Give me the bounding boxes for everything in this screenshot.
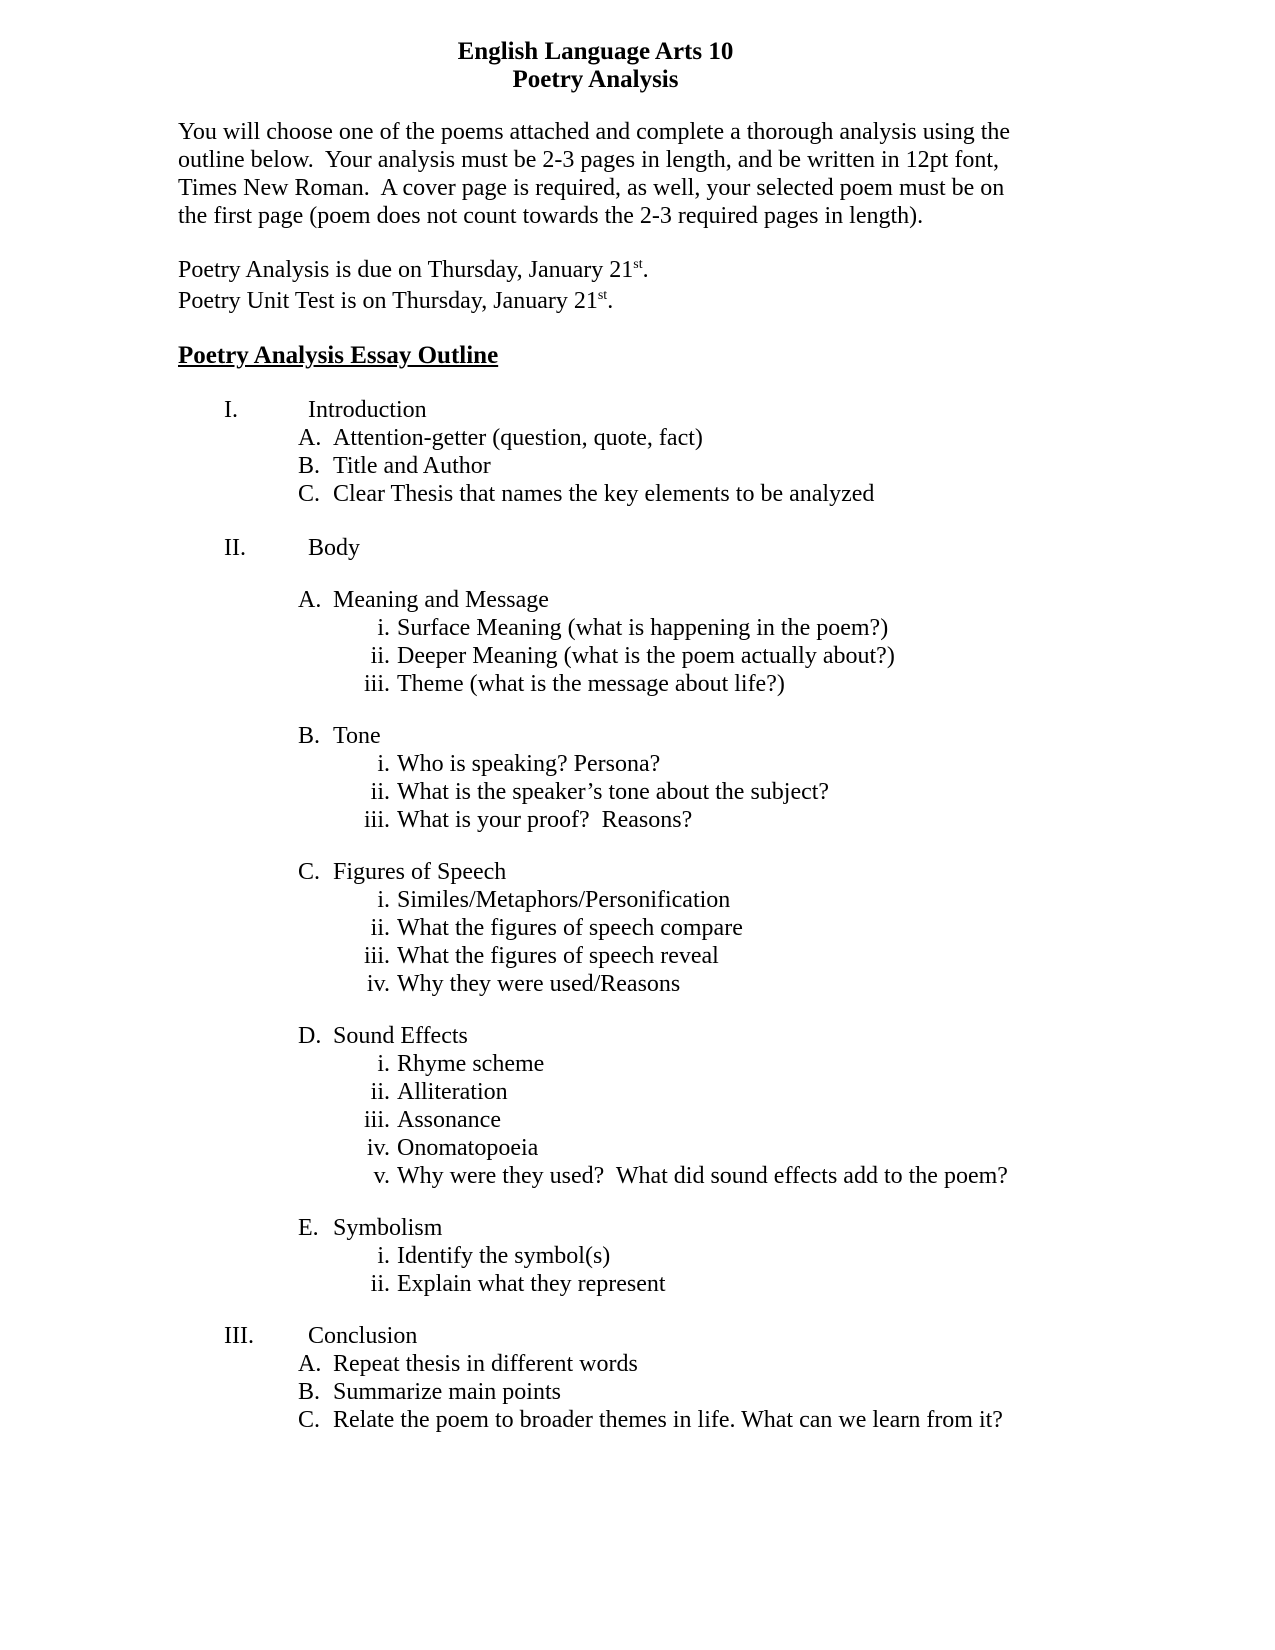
subitem-text: Identify the symbol(s)	[397, 1243, 611, 1269]
subitem-numeral: ii.	[370, 915, 390, 941]
item-text: Tone	[333, 723, 381, 749]
subitem-numeral: iii.	[363, 807, 390, 833]
section-label: Introduction	[308, 397, 427, 423]
outline-subitem	[328, 1270, 1195, 1298]
outline-subitem	[328, 614, 1195, 642]
section-numeral: II.	[224, 535, 246, 561]
due-date-period: .	[607, 288, 614, 314]
course-title: English Language Arts 10	[457, 38, 734, 65]
section-numeral: I.	[224, 397, 238, 423]
subitem-text: Explain what they represent	[397, 1271, 666, 1297]
outline-subitem	[328, 1162, 1195, 1190]
subitem-text: Why were they used? What did sound effects add to the poem?	[397, 1163, 1008, 1189]
subitem-numeral: iv.	[366, 1135, 390, 1161]
subitem-text: What is the speaker’s tone about the subject?	[397, 779, 830, 805]
due-date-period: .	[642, 257, 649, 283]
item-text: Title and Author	[333, 453, 491, 479]
subitem-numeral: ii.	[370, 1271, 390, 1297]
outline-item	[298, 452, 1195, 480]
subitem-text: Similes/Metaphors/Personification	[397, 887, 731, 913]
outline-subitem	[328, 1134, 1195, 1162]
due-date-analysis	[178, 255, 1195, 286]
outline-subitem	[328, 886, 1195, 914]
subitem-numeral: i.	[377, 615, 390, 641]
outline-subitem	[328, 1242, 1195, 1270]
item-text: Symbolism	[333, 1215, 443, 1241]
item-letter: C.	[298, 859, 321, 885]
item-text: Clear Thesis that names the key elements to be analyzed	[333, 481, 875, 507]
outline-subitem	[328, 942, 1195, 970]
item-letter: E.	[298, 1215, 319, 1241]
ordinal-superscript: st	[633, 257, 643, 272]
outline-item	[298, 1378, 1195, 1406]
subitem-text: Why they were used/Reasons	[397, 971, 681, 997]
outline-item	[298, 722, 1195, 750]
item-letter: A.	[298, 587, 322, 613]
ordinal-superscript: st	[597, 288, 608, 303]
item-text: Attention-getter (question, quote, fact)	[333, 425, 703, 451]
subitem-text: What the figures of speech reveal	[397, 943, 719, 969]
subitem-numeral: i.	[377, 887, 390, 913]
outline-item	[298, 1406, 1195, 1434]
item-letter: B.	[298, 453, 321, 479]
item-text: Sound Effects	[333, 1023, 468, 1049]
item-text: Meaning and Message	[333, 587, 549, 613]
section-head	[178, 534, 1195, 562]
item-text: Repeat thesis in different words	[333, 1351, 638, 1377]
subitem-text: Onomatopoeia	[397, 1135, 539, 1161]
due-dates	[178, 255, 1195, 317]
subitem-text: Surface Meaning (what is happening in the poem?)	[397, 615, 889, 641]
subitem-text: Alliteration	[397, 1079, 508, 1105]
due-date-text: Poetry Unit Test is on Thursday, January 21	[178, 288, 598, 314]
outline-item	[298, 1214, 1195, 1242]
subitem-numeral: i.	[377, 1243, 390, 1269]
outline-subitem	[328, 1078, 1195, 1106]
subitem-numeral: ii.	[370, 1079, 390, 1105]
item-text: Summarize main points	[333, 1379, 561, 1405]
subitem-text: What the figures of speech compare	[397, 915, 743, 941]
outline-subitem	[328, 1106, 1195, 1134]
due-date-unit-test	[178, 286, 1195, 317]
section-head	[178, 1322, 1195, 1350]
subitem-numeral: v.	[373, 1163, 390, 1189]
item-letter: B.	[298, 723, 321, 749]
subitem-text: Assonance	[397, 1107, 501, 1133]
due-date-text: Poetry Analysis is due on Thursday, January 21	[178, 257, 634, 283]
item-text: Relate the poem to broader themes in life. What can we learn from it?	[333, 1407, 1003, 1433]
assignment-title: Poetry Analysis	[512, 66, 679, 93]
section-label: Body	[308, 535, 361, 561]
outline-heading: Poetry Analysis Essay Outline	[178, 342, 499, 369]
outline-subitem	[328, 970, 1195, 998]
outline-item	[298, 424, 1195, 452]
outline-subitem	[328, 914, 1195, 942]
outline-item	[298, 586, 1195, 614]
section-numeral: III.	[224, 1323, 254, 1349]
item-letter: C.	[298, 1407, 321, 1433]
outline-section-body	[178, 534, 1195, 1298]
outline-section-conclusion	[178, 1322, 1195, 1434]
item-letter: A.	[298, 425, 322, 451]
subitem-numeral: iv.	[366, 971, 390, 997]
document-title	[178, 38, 1013, 94]
subitem-text: Rhyme scheme	[397, 1051, 545, 1077]
section-label: Conclusion	[308, 1323, 418, 1349]
subitem-numeral: iii.	[363, 671, 390, 697]
paragraph-line: You will choose one of the poems attached and complete a thorough analysis using the	[178, 119, 1011, 145]
subitem-numeral: iii.	[363, 1107, 390, 1133]
subitem-text: Theme (what is the message about life?)	[397, 671, 785, 697]
subitem-numeral: ii.	[370, 643, 390, 669]
subitem-numeral: i.	[377, 1051, 390, 1077]
item-text: Figures of Speech	[333, 859, 507, 885]
outline-subitem	[328, 806, 1195, 834]
subitem-text: Who is speaking? Persona?	[397, 751, 661, 777]
subitem-numeral: i.	[377, 751, 390, 777]
item-letter: A.	[298, 1351, 322, 1377]
item-letter: D.	[298, 1023, 322, 1049]
subitem-text: What is your proof? Reasons?	[397, 807, 693, 833]
outline-item	[298, 858, 1195, 886]
intro-paragraph	[178, 118, 1038, 230]
paragraph-line: outline below. Your analysis must be 2-3 pages in length, and be written in 12pt font,	[178, 147, 1000, 173]
outline-subitem	[328, 778, 1195, 806]
subitem-text: Deeper Meaning (what is the poem actually about?)	[397, 643, 895, 669]
subitem-numeral: ii.	[370, 779, 390, 805]
outline-item	[298, 1022, 1195, 1050]
outline-item	[298, 1350, 1195, 1378]
outline-section-introduction	[178, 396, 1195, 508]
outline-item	[298, 480, 1195, 508]
paragraph-line: the first page (poem does not count towards the 2-3 required pages in length).	[178, 203, 924, 229]
item-letter: B.	[298, 1379, 321, 1405]
subitem-numeral: iii.	[363, 943, 390, 969]
paragraph-line: Times New Roman. A cover page is required, as well, your selected poem must be on	[178, 175, 1005, 201]
item-letter: C.	[298, 481, 321, 507]
section-head	[178, 396, 1195, 424]
outline-subitem	[328, 670, 1195, 698]
outline-subitem	[328, 750, 1195, 778]
outline-subitem	[328, 642, 1195, 670]
outline-subitem	[328, 1050, 1195, 1078]
